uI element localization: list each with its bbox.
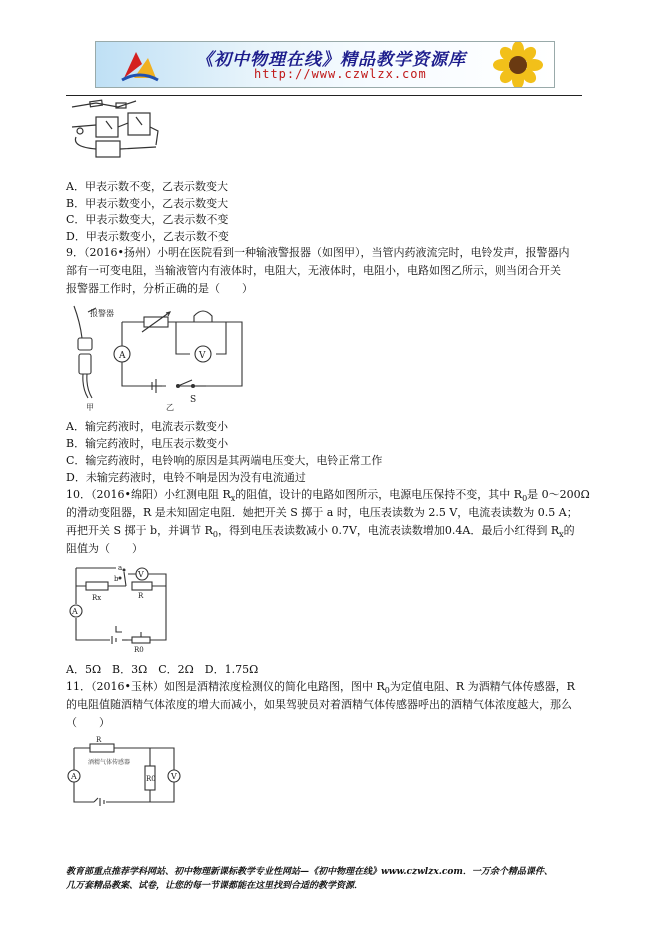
q9-option-b: B．输完药液时，电压表示数变小 xyxy=(66,437,229,450)
q10-stem-line1: 10．（2016•绵阳）小红测电阻 $R_x$的阻值，设计的电路如图所示，电源电压保持不变，其中 $R_0$是 0～200Ω xyxy=(66,488,590,504)
q10-voltmeter-label: V xyxy=(138,570,144,579)
q11-stem-line3: （ ） xyxy=(66,716,110,729)
q10-r-label: R xyxy=(138,592,144,600)
q9-stem-line2: 部有一可变电阻，当输液管内有液体时，电阻大，无液体时，电阻小，电路如图乙所示，则当闭合开关 xyxy=(66,264,561,277)
q8-option-a: A．甲表示数不变，乙表示数变大 xyxy=(66,180,228,193)
q9-circuit-figure xyxy=(66,302,246,414)
q11-voltmeter-label: V xyxy=(171,772,177,781)
q9-label-yi: 乙 xyxy=(166,403,174,412)
q11-stem-line2: 的电阻值随酒精气体浓度的增大而减小，如果驾驶员对着酒精气体传感器呼出的酒精气体浓度越大，那么 xyxy=(66,698,572,711)
q11-r-label: R xyxy=(96,736,102,744)
header-rule xyxy=(66,95,582,96)
q9-option-a: A．输完药液时，电流表示数变小 xyxy=(66,420,228,433)
q9-option-d: D．未输完药液时，电铃不响是因为没有电流通过 xyxy=(66,471,306,484)
q9-label-alarm: 报警器 xyxy=(90,309,114,318)
sunflower-icon xyxy=(488,42,548,87)
q11-r0-label: R0 xyxy=(146,775,156,783)
q8-option-b: B．甲表示数变小，乙表示数变大 xyxy=(66,197,229,210)
q9-stem-line3: 报警器工作时，分析正确的是（ ） xyxy=(66,282,253,295)
q10-circuit-figure xyxy=(66,560,176,652)
banner-title: 《初中物理在线》精品教学资源库 xyxy=(196,50,466,70)
q10-stem-line3: 再把开关 S 掷于 b，并调节 $R_0$，得到电压表读数减小 0.7V，电流表读数增加0.4A．最后小红得到 $R_x$的 xyxy=(66,524,575,540)
q11-stem-line1: 11．（2016•玉林）如图是酒精浓度检测仪的简化电路图，图中 $R_0$为定值电阻、R 为酒精气体传感器，R xyxy=(66,680,575,696)
q10-rx-label: Rx xyxy=(92,594,102,602)
q9-voltmeter-label: V xyxy=(199,351,206,361)
q9-switch-label: S xyxy=(190,395,197,405)
q10-label-a: a xyxy=(118,564,123,572)
q10-ammeter-label: A xyxy=(72,607,78,616)
banner-url: http://www.czwlzx.com xyxy=(254,67,427,81)
q9-stem-line1: 9．（2016•扬州）小明在医院看到一种输液警报器（如图甲），当管内药液流完时，电铃发声，报警器内 xyxy=(66,246,570,259)
q11-sensor-label: 酒精气体传感器 xyxy=(88,759,131,766)
q11-circuit-figure xyxy=(66,736,186,808)
q9-label-jia: 甲 xyxy=(86,403,94,412)
q10-options: A．5Ω B．3Ω C．2Ω D．1.75Ω xyxy=(66,663,259,676)
q9-option-c: C．输完药液时，电铃响的原因是其两端电压变大，电铃正常工作 xyxy=(66,454,383,467)
q10-label-b: b xyxy=(114,575,119,583)
footer-line1: 教育部重点推荐学科网站、初中物理新课标教学专业性网站—《初中物理在线》www.czwlzx.com．一万余个精品课件、 xyxy=(66,867,553,877)
q10-r0-label: R0 xyxy=(134,646,144,652)
q8-option-d: D．甲表示数变小，乙表示数不变 xyxy=(66,230,229,243)
q10-stem-line4: 阻值为（ ） xyxy=(66,542,143,555)
q11-ammeter-label: A xyxy=(71,772,77,781)
site-logo-icon xyxy=(120,48,160,82)
footer-line2: 几万套精品教案、试卷，让您的每一节课都能在这里找到合适的教学资源． xyxy=(66,881,364,891)
q10-stem-line2: 的滑动变阻器，R 是未知固定电阻．她把开关 S 掷于 a 时，电压表读数为 2.5 V，电流表读数为 0.5 A； xyxy=(66,506,578,519)
header-banner xyxy=(95,41,555,88)
q9-ammeter-label: A xyxy=(119,351,126,361)
q8-circuit-figure xyxy=(66,97,166,161)
q8-option-c: C．甲表示数变大，乙表示数不变 xyxy=(66,213,229,226)
